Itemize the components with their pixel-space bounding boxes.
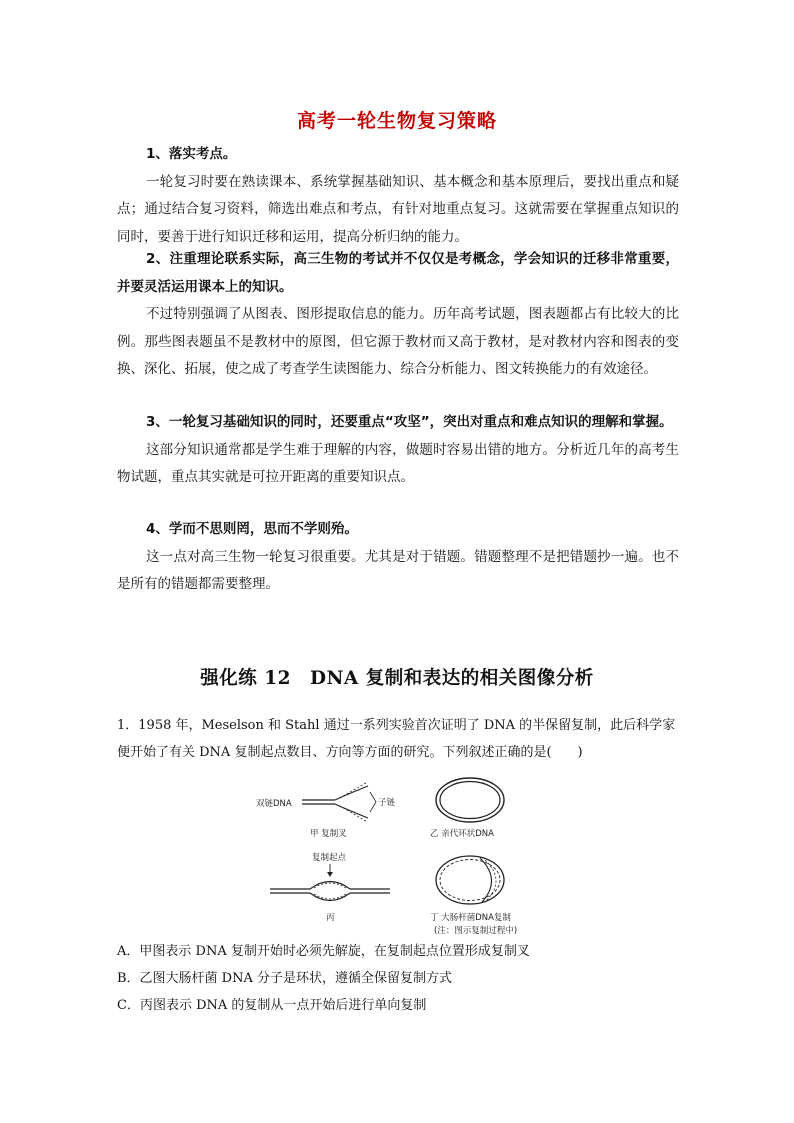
strategy-1-body: 一轮复习时要在熟读课本、系统掌握基础知识、基本概念和基本原理后，要找出重点和疑点；通过结合复习资料，筛选出难点和考点，有针对地重点复习。这就需要在掌握重点知识的同时，要善于进行知识迁移和运用，提高分析归纳的能力。 <box>117 173 679 245</box>
fork-diagram <box>256 783 396 839</box>
option-c: C．丙图表示 DNA 的复制从一点开始后进行单向复制 <box>117 998 427 1013</box>
strategy-3-heading: 3、一轮复习基础知识的同时，还要重点“攻坚”，突出对重点和难点知识的理解和掌握。 <box>146 414 673 430</box>
dna-replication-figure <box>250 772 550 937</box>
strategy-1 <box>117 141 679 251</box>
bing-caption: 丙 <box>326 913 335 923</box>
ding-caption: 丁 大肠杆菌DNA复制 <box>430 913 511 923</box>
replication-bubble-diagram <box>270 852 390 923</box>
question-1-stem: 1．1958 年，Meselson 和 Stahl 通过一系列实验首次证明了 DNA 的半保留复制，此后科学家便开始了有关 DNA 复制起点数目、方向等方面的研究。下列叙述正确的是( ) <box>117 718 676 760</box>
strategy-3-body: 这部分知识通常都是学生难于理解的内容，做题时容易出错的地方。分析近几年的高考生物试题，重点其实就是可拉开距离的重要知识点。 <box>117 441 679 485</box>
strategy-2 <box>117 246 679 384</box>
yi-caption: 乙 亲代环状DNA <box>430 829 494 839</box>
bing-origin-label: 复制起点 <box>312 853 347 863</box>
option-a: A．甲图表示 DNA 复制开始时必须先解旋，在复制起点位置形成复制叉 <box>117 944 530 959</box>
ding-note: (注：图示复制过程中) <box>434 926 518 936</box>
option-b: B．乙图大肠杆菌 DNA 分子是环状，遵循全保留复制方式 <box>117 971 453 986</box>
strategy-2-body: 不过特别强调了从图表、图形提取信息的能力。历年高考试题，图表题都占有比较大的比例。那些图表题虽不是教材中的原图，但它源于教材而又高于教材，是对教材内容和图表的变换、深化、拓展，使之成了考查学生读图能力、综合分析能力、图文转换能力的有效途径。 <box>117 306 679 377</box>
circular-dna-diagram <box>430 778 504 839</box>
strategy-2-heading: 2、注重理论联系实际，高三生物的考试并不仅仅是考概念，学会知识的迁移非常重要，并要灵活运用课本上的知识。 <box>117 251 679 295</box>
jia-right-label: 子链 <box>378 798 396 808</box>
exercise-title: 强化练 12 DNA 复制和表达的相关图像分析 <box>200 668 594 689</box>
strategy-4-heading: 4、学而不思则罔，思而不学则殆。 <box>146 521 358 537</box>
page-title: 高考一轮生物复习策略 <box>296 110 497 132</box>
ecoli-replication-diagram <box>430 856 517 936</box>
strategy-1-heading: 1、落实考点。 <box>146 146 237 162</box>
strategy-3 <box>117 409 679 492</box>
strategy-4 <box>117 516 679 599</box>
jia-caption: 甲 复制叉 <box>310 829 347 839</box>
jia-left-label: 双链DNA <box>256 799 292 809</box>
strategy-4-body: 这一点对高三生物一轮复习很重要。尤其是对于错题。错题整理不是把错题抄一遍。也不是所有的错题都需要整理。 <box>117 548 679 592</box>
